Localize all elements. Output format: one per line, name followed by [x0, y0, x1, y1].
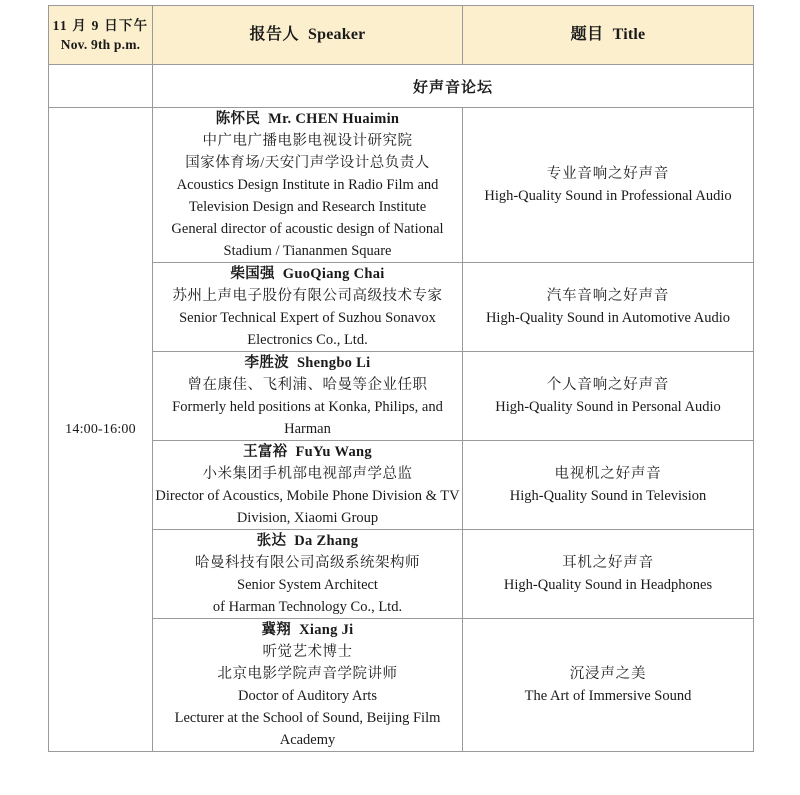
- table-row: [49, 263, 754, 352]
- speaker-affiliation-cn: 曾在康佳、飞利浦、哈曼等企业任职: [187, 377, 428, 393]
- speaker-name-cn: 陈怀民: [215, 111, 261, 127]
- speaker-cell: [153, 263, 463, 352]
- speaker-affiliation-en: Academy: [279, 732, 336, 748]
- talk-title-cell: [463, 441, 754, 530]
- table-row: [49, 441, 754, 530]
- speaker-affiliation-en: of Harman Technology Co., Ltd.: [212, 599, 403, 615]
- table-header-row: [49, 6, 754, 65]
- talk-title-en: High-Quality Sound in Professional Audio: [484, 188, 732, 204]
- speaker-affiliation-cn: 听觉艺术博士: [262, 644, 353, 660]
- talk-title-en: The Art of Immersive Sound: [524, 688, 692, 704]
- speaker-name: [153, 530, 462, 552]
- header-cell-date: [49, 6, 153, 65]
- speaker-affiliation-en: Lecturer at the School of Sound, Beijing Film: [174, 710, 441, 726]
- speaker-cell: [153, 352, 463, 441]
- table-row: [49, 619, 754, 752]
- forum-banner-row: [49, 65, 754, 108]
- talk-title-cn: 耳机之好声音: [562, 555, 654, 571]
- speaker-name-cn: 李胜波: [244, 355, 289, 371]
- header-cell-speaker: [153, 6, 463, 65]
- header-speaker-en: Speaker: [308, 26, 366, 43]
- speaker-affiliation-en: Acoustics Design Institute in Radio Film and: [176, 177, 439, 193]
- speaker-name-en: FuYu Wang: [295, 444, 372, 460]
- speaker-affiliation-en: Director of Acoustics, Mobile Phone Division & TV: [155, 488, 460, 504]
- speaker-affiliation-en: Television Design and Research Institute: [188, 199, 427, 215]
- talk-title-cn: 个人音响之好声音: [546, 377, 670, 393]
- speaker-affiliation-en: Senior Technical Expert of Suzhou Sonavox: [179, 310, 436, 326]
- talk-title-cell: [463, 352, 754, 441]
- header-date-en: Nov. 9th p.m.: [60, 37, 141, 52]
- speaker-affiliation-en: Formerly held positions at Konka, Philips, and: [172, 399, 443, 415]
- speaker-name: [153, 619, 462, 641]
- header-speaker-cn: 报告人: [249, 26, 300, 43]
- header-title-cn: 题目: [570, 26, 604, 43]
- table-row: [49, 352, 754, 441]
- header-date-cn: 11 月 9 日下午: [52, 18, 149, 33]
- conference-schedule-table: [48, 5, 754, 752]
- speaker-affiliation-cn: 中广电广播电影电视设计研究院: [202, 133, 413, 149]
- talk-title-cell: [463, 263, 754, 352]
- speaker-affiliation-en: General director of acoustic design of National: [171, 221, 444, 237]
- speaker-cell: [153, 108, 463, 263]
- table-row: [49, 530, 754, 619]
- speaker-name-cn: 王富裕: [243, 444, 288, 460]
- header-title-group: [571, 26, 646, 43]
- speaker-name-en: Da Zhang: [294, 533, 359, 549]
- speaker-cell: [153, 619, 463, 752]
- talk-title-cn: 汽车音响之好声音: [546, 288, 670, 304]
- table-row: [49, 108, 754, 263]
- speaker-affiliation-cn: 北京电影学院声音学院讲师: [217, 666, 398, 682]
- speaker-affiliation-en: Doctor of Auditory Arts: [238, 688, 377, 704]
- speaker-affiliation-cn: 哈曼科技有限公司高级系统架构师: [195, 555, 420, 571]
- speaker-cell: [153, 530, 463, 619]
- talk-title-cell: [463, 619, 754, 752]
- speaker-cell: [153, 441, 463, 530]
- speaker-name-en: Mr. CHEN Huaimin: [268, 111, 400, 127]
- talk-title-cn: 沉浸声之美: [569, 666, 647, 682]
- speaker-affiliation-en: Electronics Co., Ltd.: [247, 332, 368, 348]
- speaker-name-en: GuoQiang Chai: [282, 266, 385, 282]
- time-slot-cell: 14:00-16:00: [49, 108, 153, 752]
- talk-title-cn: 专业音响之好声音: [546, 166, 670, 182]
- speaker-name-en: Xiang Ji: [299, 622, 354, 638]
- forum-banner-cell: 好声音论坛: [153, 65, 754, 108]
- speaker-name-cn: 柴国强: [230, 266, 275, 282]
- talk-title-en: High-Quality Sound in Personal Audio: [495, 399, 721, 415]
- forum-banner-spacer-cell: [49, 65, 153, 108]
- speaker-affiliation-en: Harman: [284, 421, 331, 437]
- speaker-name-en: Shengbo Li: [296, 355, 371, 371]
- speaker-name: [153, 352, 462, 374]
- speaker-affiliation-en: Division, Xiaomi Group: [236, 510, 379, 526]
- header-cell-title: [463, 6, 754, 65]
- talk-title-en: High-Quality Sound in Headphones: [503, 577, 713, 593]
- table-body: [49, 6, 754, 752]
- speaker-name: [153, 263, 462, 285]
- speaker-affiliation-en: Senior System Architect: [237, 577, 378, 593]
- speaker-affiliation-cn: 国家体育场/天安门声学设计总负责人: [185, 155, 430, 171]
- speaker-name: [153, 108, 462, 130]
- speaker-name-cn: 张达: [256, 533, 287, 549]
- talk-title-cn: 电视机之好声音: [554, 466, 662, 482]
- header-speaker-group: [250, 26, 366, 43]
- speaker-name-cn: 冀翔: [261, 622, 292, 638]
- speaker-affiliation-cn: 苏州上声电子股份有限公司高级技术专家: [172, 288, 443, 304]
- speaker-affiliation-en: Stadium / Tiananmen Square: [223, 243, 392, 259]
- talk-title-en: High-Quality Sound in Automotive Audio: [485, 310, 731, 326]
- talk-title-cell: [463, 108, 754, 263]
- talk-title-cell: [463, 530, 754, 619]
- speaker-name: [153, 441, 462, 463]
- talk-title-en: High-Quality Sound in Television: [509, 488, 707, 504]
- speaker-affiliation-cn: 小米集团手机部电视部声学总监: [202, 466, 413, 482]
- header-title-en: Title: [612, 26, 646, 43]
